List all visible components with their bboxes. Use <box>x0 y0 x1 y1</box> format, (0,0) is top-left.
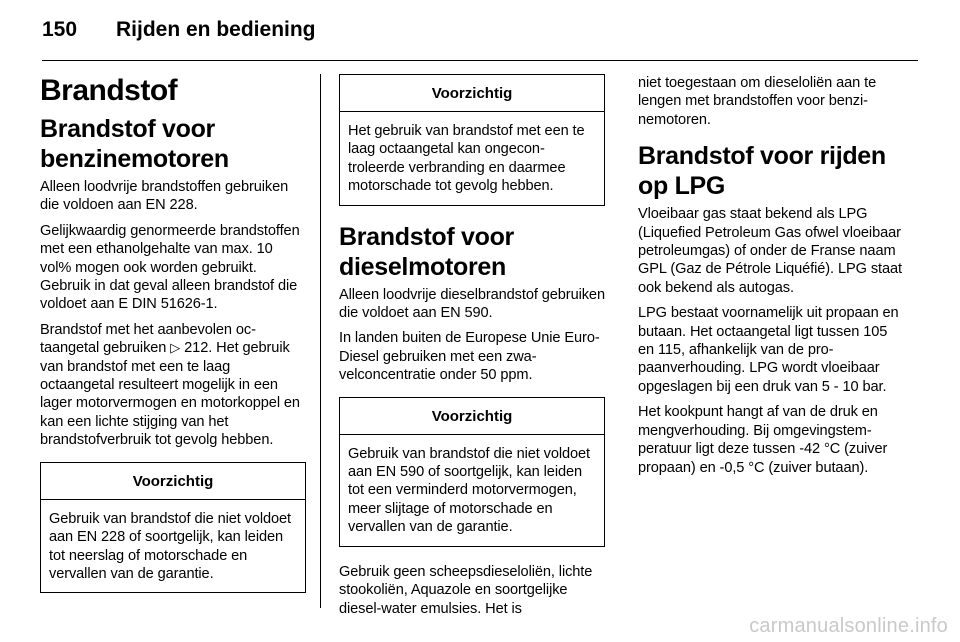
paragraph-benzine-3-pre: Brandstof met het aanbevolen octaangetal gebruiken <box>40 321 256 357</box>
heading-dieselmotoren: Brandstof voor dieselmotoren <box>339 222 514 281</box>
warning-text: Gebruik van brandstof die niet voldoet aan EN 228 of soortgelijk, kan leiden tot neerslag of motorschade en vervallen van de garantie. <box>49 510 292 582</box>
warning-box-diesel <box>339 397 605 547</box>
paragraph-diesel-1: Alleen loodvrije dieselbrandstof gebruiken die voldoet aan EN 590. <box>339 286 605 322</box>
column-divider <box>320 74 321 608</box>
column-1 <box>40 74 306 609</box>
paragraph-benzine-1: Alleen loodvrije brandstoffen gebruiken die voldoen aan EN 228. <box>40 179 289 214</box>
warning-box-benzine <box>40 462 306 594</box>
warning-title: Voorzichtig <box>41 463 305 500</box>
paragraph-benzine-3-post: . Het gebruik van brandstof met een te laag octaangetal resulteert mogelijk in een lager motorvermogen en motorkoppel en kan een lichte stijging van het brandstofverbruik tot gevolg hebben. <box>40 340 300 449</box>
warning-title: Voorzichtig <box>340 398 604 435</box>
column-2 <box>339 74 605 625</box>
warning-title: Voorzichtig <box>340 75 604 112</box>
paragraph-benzine-2: Gelijkwaardig genormeerde brandstoffen met een ethanolgehalte van max. 10 vol% mogen ook worden gebruikt. Gebruik in dat geval alleen brandstof die voldoet aan E DIN 51626-1. <box>40 222 300 313</box>
paragraph-benzine-3 <box>40 321 306 450</box>
section-title-brandstof: Brandstof <box>40 74 178 107</box>
warning-box-octane <box>339 74 605 206</box>
heading-benzinemotoren: Brandstof voor benzinemotoren <box>40 115 229 173</box>
watermark: carmanualsonline.info <box>749 615 948 637</box>
running-title: Rijden en bediening <box>116 18 316 41</box>
warning-text: Gebruik van brandstof die niet voldoet aan EN 590 of soortgelijk, kan leiden tot een verminderd motorvermogen, meer slijtage of motorschade en vervallen van de garantie. <box>348 445 591 536</box>
heading-lpg: Brandstof voor rijden op LPG <box>638 142 886 201</box>
paragraph-lpg-3: Het kookpunt hangt af van de druk en mengverhouding. Bij omgevingstemperatuur ligt deze tussen -42 °C (zuiver propaan) en -0,5 °C (zuiver butaan). <box>638 404 888 476</box>
paragraph-lpg-1: Vloeibaar gas staat bekend als LPG (Liquefied Petroleum Gas ofwel vloeibaar petroleumgas) of onder de Franse naam GPL (Gaz de Pétrole Liquéfié). LPG staat ook bekend als autogas. <box>638 206 902 296</box>
page-number: 150 <box>42 18 78 41</box>
header-rule <box>42 60 918 61</box>
paragraph-continued: niet toegestaan om dieseloliën aan te lengen met brandstoffen voor benzinemotoren. <box>638 75 877 128</box>
paragraph-diesel-3: Gebruik geen scheepsdieseloliën, lichte stookoliën, Aquazole en soortgelijke diesel-water emulsies. Het is <box>339 563 593 617</box>
page-reference-arrow-icon: ▷ <box>170 340 181 356</box>
paragraph-diesel-2: In landen buiten de Europese Unie Euro-Diesel gebruiken met een zwavelconcentratie onder 50 ppm. <box>339 330 600 384</box>
page-reference-link[interactable]: 212 <box>184 340 209 357</box>
column-3 <box>638 74 904 484</box>
paragraph-lpg-2: LPG bestaat voornamelijk uit propaan en butaan. Het octaangetal ligt tussen 105 en 115, afhankelijk van de propaanverhouding. LPG wordt vloeibaar opgeslagen bij een druk van 5 - 10 bar. <box>638 305 899 395</box>
warning-text: Het gebruik van brandstof met een te laag octaangetal kan ongecontroleerde verbranding en daarmee motorschade tot gevolg hebben. <box>348 123 585 195</box>
